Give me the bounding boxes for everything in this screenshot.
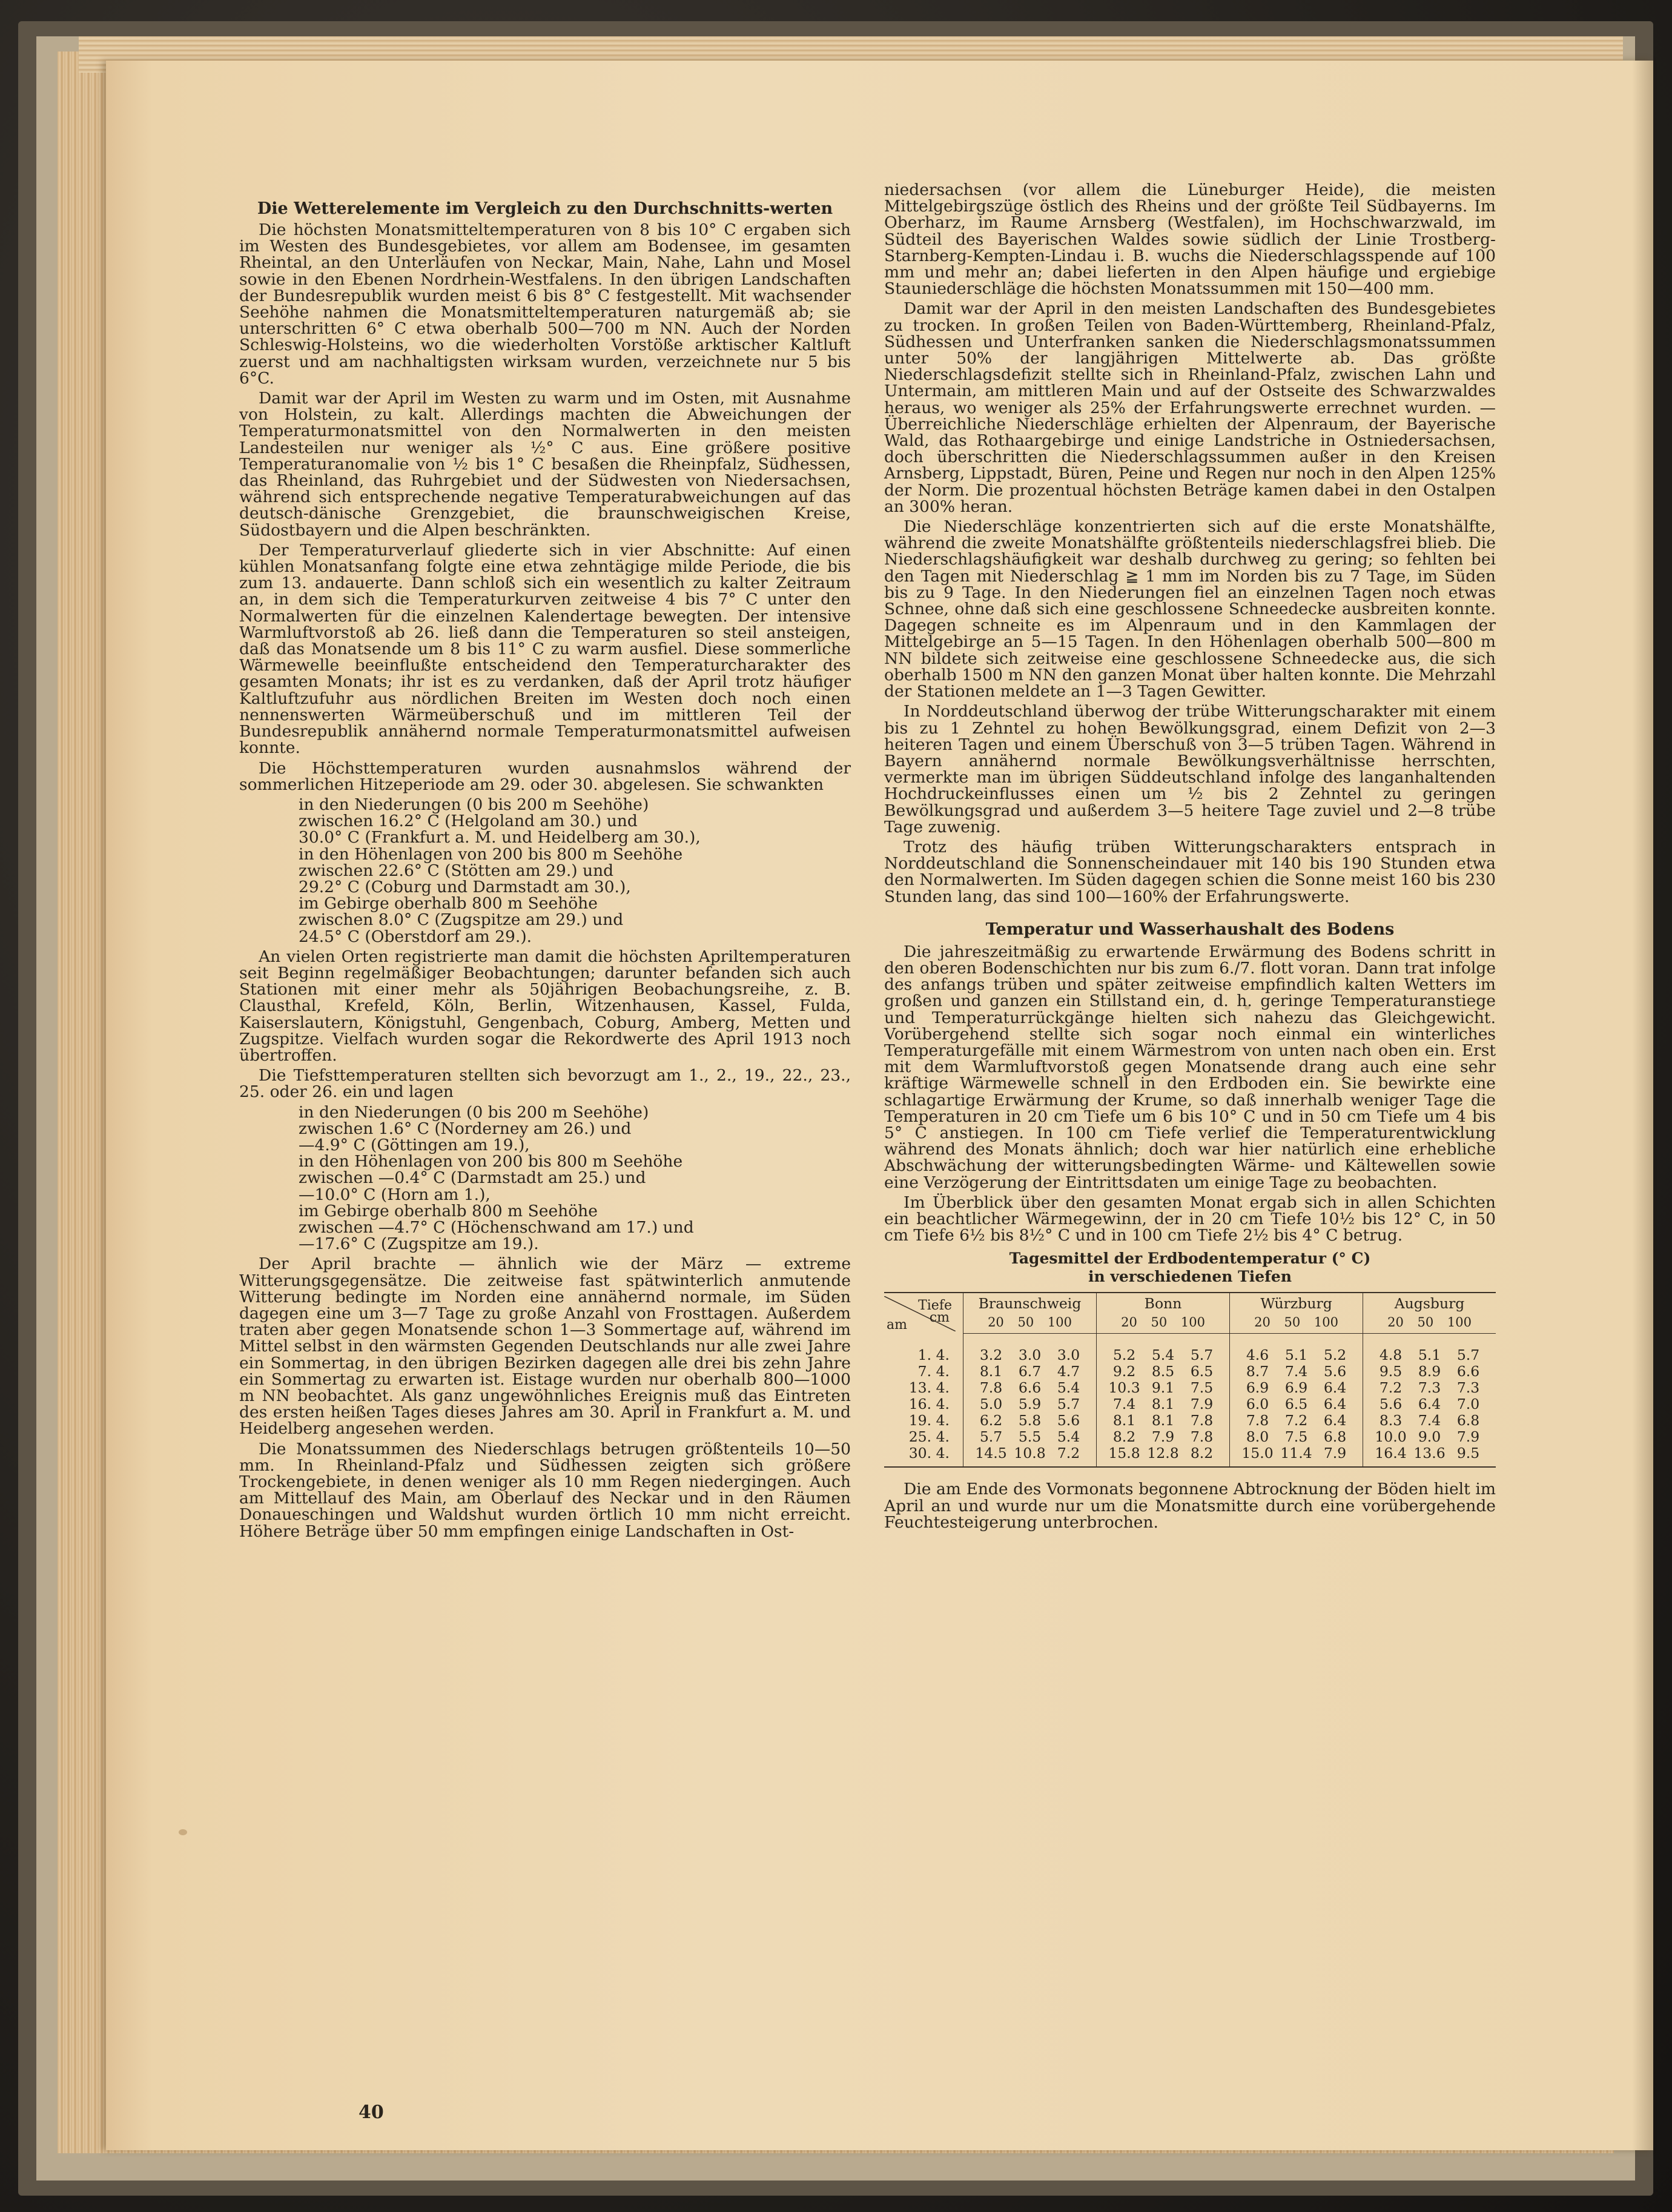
list-line: zwischen 22.6° C (Stötten am 29.) und	[299, 861, 614, 880]
temperature-value: 6.8	[1323, 1428, 1347, 1446]
station-values-cell	[1363, 1429, 1496, 1445]
paragraph: Die Niederschläge konzentrierten sich auf die erste Monatshälfte, während die zweite Monatshälfte größtenteils niederschlagsfrei blieb. Die Niederschlagshäufigkeit war deshalb durchweg zu gering; so fehlten bei den Tagen mit Niederschlag ≧ 1 mm im Norden bis zu 7 Tage, im Süden bis zu 9 Tage. In den Niederungen fiel an einzelnen Tagen noch etwas Schnee, ohne daß sich eine geschlossene Schneedecke ausbreiten konnte. Dagegen schneite es im Alpenraum und in den Kammlagen der Mittelgebirge an 5—15 Tagen. In den Höhenlagen oberhalb 500—800 m NN bildete sich zeitweise eine geschlossene Schneedecke aus, die sich oberhalb 1500 m NN den ganzen Monat über halten konnte. Die Mehrzahl der Stationen meldete an 1—3 Tagen Gewitter.	[884, 517, 1496, 701]
temperature-value: 13.6	[1413, 1445, 1446, 1462]
station-header: Bonn	[1097, 1293, 1230, 1312]
temperature-value: 10.0	[1375, 1428, 1407, 1446]
temperature-value: 7.4	[1112, 1396, 1136, 1413]
temperature-value: 7.5	[1190, 1379, 1214, 1397]
temperature-value: 5.4	[1057, 1379, 1080, 1397]
list-line: in den Niederungen (0 bis 200 m Seehöhe)	[299, 1102, 649, 1122]
temperature-value: 7.5	[1284, 1428, 1308, 1446]
list-line: im Gebirge oberhalb 800 m Seehöhe	[299, 894, 598, 913]
station-values-cell	[1097, 1363, 1230, 1380]
temperature-value: 3.2	[979, 1346, 1003, 1364]
station-header: Braunschweig	[963, 1293, 1097, 1312]
list-line: in den Niederungen (0 bis 200 m Seehöhe)	[299, 795, 649, 814]
temperature-value: 8.5	[1151, 1363, 1175, 1380]
temperature-value: 5.5	[1018, 1428, 1042, 1446]
paragraph: Die am Ende des Vormonats begonnene Abtrocknung der Böden hielt im April an und wurde nur um die Monatsmitte durch eine vorübergehende Feuchtesteigerung unterbrochen.	[884, 1480, 1496, 1532]
corner-depth-label: Tiefe	[918, 1297, 952, 1313]
temperature-value: 12.8	[1147, 1445, 1179, 1462]
temperature-value: 16.4	[1375, 1445, 1407, 1462]
station-values-cell	[1097, 1429, 1230, 1445]
paragraph: Der Temperaturverlauf gliederte sich in vier Abschnitte: Auf einen kühlen Monatsanfang folgte eine etwa zehntägige milde Periode, die bis zum 13. andauerte. Dann schloß sich ein wesentlich zu kalter Zeitraum an, in dem sich die Temperaturkurven zeitweise 4 bis 7° C unter den Normalwerten für die einzelnen Kalendertage bewegten. Der intensive Warmluftvorstoß ab 26. ließ dann die Temperaturen so steil ansteigen, daß das Monatsende um 8 bis 11° C zu warm ausfiel. Diese sommerliche Wärmewelle beeinflußte entscheidend den Temperaturcharakter des gesamten Monats; ihr ist es zu verdanken, daß der April trotz häufiger Kaltluftzufuhr aus nördlichen Breiten im Westen doch noch einen nennenswerten Wärmeüberschuß und im mittleren Teil der Bundesrepublik annähernd normale Temperaturmonatsmittel aufweisen konnte.	[239, 540, 851, 758]
list-line: zwischen —0.4° C (Darmstadt am 25.) und	[299, 1168, 646, 1188]
temperature-value: 7.4	[1284, 1363, 1308, 1380]
left-column	[239, 200, 851, 1543]
temperature-value: 5.9	[1018, 1396, 1042, 1413]
temperature-value: 15.0	[1241, 1445, 1274, 1462]
station-values-cell	[1230, 1412, 1363, 1429]
station-values-cell	[1230, 1396, 1363, 1412]
station-values-cell	[963, 1396, 1097, 1412]
temperature-value: 8.1	[1112, 1412, 1136, 1429]
station-values-cell	[1230, 1334, 1363, 1364]
table-row	[884, 1412, 1496, 1429]
temperature-value: 5.7	[1057, 1396, 1080, 1413]
temperature-value: 5.7	[1456, 1346, 1480, 1364]
date-cell: 16. 4.	[908, 1396, 950, 1413]
temperature-value: 4.8	[1379, 1346, 1403, 1364]
temperature-value: 6.5	[1284, 1396, 1308, 1413]
paragraph: niedersachsen (vor allem die Lüneburger Heide), die meisten Mittelgebirgszüge östlich des Rheins und der größte Teil Südbayerns. Im Oberharz, im Raume Arnsberg (Westfalen), im Hochschwarzwald, im Südteil des Bayerischen Waldes sowie südlich der Linie Trostberg-Starnberg-Kempten-Lindau i. B. wuchs die Niederschlagsspende auf 100 mm und mehr an; dabei lieferten in den Alpen häufige und ergiebige Stauniederschläge die höchsten Monatssummen mit 150—400 mm.	[884, 180, 1496, 299]
date-cell: 1. 4.	[917, 1346, 950, 1364]
temperature-value: 5.7	[979, 1428, 1003, 1446]
station-values-cell	[1363, 1363, 1496, 1380]
station-values-cell	[963, 1445, 1097, 1467]
paragraph: Die höchsten Monatsmitteltemperaturen von 8 bis 10° C ergaben sich im Westen des Bundesgebietes, vor allem am Bodensee, im gesamten Rheintal, an den Unterläufen von Neckar, Main, Nahe, Lahn und Mosel sowie in den Ebenen Nordrhein-Westfalens. In den übrigen Landschaften der Bundesrepublik wurden meist 6 bis 8° C festgestellt. Mit wachsender Seehöhe nahmen die Monatsmitteltemperaturen naturgemäß ab; sie unterschritten 6° C etwa oberhalb 500—700 m NN. Auch der Norden Schleswig-Holsteins, wo die wiederholten Vorstöße arktischer Kaltluft zuerst und am nachhaltigsten wirksam wurden, verzeichnete nur 5 bis 6°C.	[239, 220, 851, 388]
temperature-value: 10.8	[1014, 1445, 1046, 1462]
depth-header: 20 50 100	[963, 1312, 1097, 1334]
temperature-value: 7.2	[1379, 1379, 1403, 1397]
paper-stain	[179, 1829, 187, 1835]
list-line: —4.9° C (Göttingen am 19.),	[299, 1135, 530, 1154]
max-temperature-list	[239, 796, 851, 945]
paragraph: In Norddeutschland überwog der trübe Witterungscharakter mit einem bis zu 1 Zehntel zu hohen Bewölkungsgrad, einem Defizit von 2—3 heiteren Tagen und einem Überschuß von 3—5 trüben Tagen. Während in Bayern annähernd normale Bewölkungsverhältnisse herrschten, vermerkte man im übrigen Süddeutschland infolge des langanhaltenden Hochdruckeinflusses einen um ½ bis 2 Zehntel zu geringen Bewölkungsgrad und außerdem 3—5 heitere Tage zuviel und 2—8 trübe Tage zuwenig.	[884, 702, 1496, 836]
station-values-cell	[963, 1429, 1097, 1445]
temperature-value: 7.4	[1418, 1412, 1441, 1429]
temperature-value: 8.0	[1246, 1428, 1269, 1446]
date-cell: 19. 4.	[908, 1412, 950, 1429]
temperature-value: 7.9	[1323, 1445, 1347, 1462]
station-values-cell	[963, 1334, 1097, 1364]
temperature-value: 4.6	[1246, 1346, 1269, 1364]
station-values-cell	[1097, 1380, 1230, 1396]
temperature-value: 9.5	[1456, 1445, 1480, 1462]
temperature-value: 7.8	[979, 1379, 1003, 1397]
list-line: 30.0° C (Frankfurt a. M. und Heidelberg am 30.),	[299, 828, 701, 847]
station-values-cell	[1097, 1412, 1230, 1429]
temperature-value: 6.9	[1246, 1379, 1269, 1397]
temperature-value: 5.7	[1190, 1346, 1214, 1364]
temperature-value: 7.8	[1190, 1428, 1214, 1446]
list-line: zwischen 1.6° C (Norderney am 26.) und	[299, 1119, 632, 1138]
date-cell: 13. 4.	[908, 1379, 950, 1397]
paragraph: Die jahreszeitmäßig zu erwartende Erwärmung des Bodens schritt in den oberen Bodenschichten nur bis zum 6./7. flott voran. Dann trat infolge des anfangs trüben und später zeitweise empfindlich kalten Wetters im großen und ganzen ein Stillstand ein, d. h. geringe Temperaturanstiege und Temperaturrückgänge hielten sich nahezu das Gleichgewicht. Vorübergehend stellte sich sogar noch einmal ein winterliches Temperaturgefälle mit einem Wärmestrom von unten nach oben ein. Erst mit dem Warmluftvorstoß gegen Monatsende drang auch eine sehr kräftige Wärmewelle schnell in den Erdboden ein. Sie bewirkte eine schlagartige Erwärmung der Krume, so daß innerhalb weniger Tage die Temperaturen in 20 cm Tiefe um 6 bis 10° C und in 50 cm Tiefe um 4 bis 5° C anstiegen. In 100 cm Tiefe verlief die Temperaturentwicklung während des Monats ähnlich; doch war hier natürlich eine erhebliche Abschwächung der witterungsbedingten Wärme- und Kältewellen sowie eine Verzögerung der Eintrittsdaten um einige Tage zu beobachten.	[884, 942, 1496, 1192]
station-values-cell	[1097, 1445, 1230, 1467]
temperature-value: 3.0	[1018, 1346, 1042, 1364]
temperature-value: 6.8	[1456, 1412, 1480, 1429]
paragraph: Damit war der April im Westen zu warm und im Osten, mit Ausnahme von Holstein, zu kalt. Allerdings machten die Abweichungen der Temperaturmonatsmittel von den Normalwerten in den meisten Landesteilen nur weniger als ½° C aus. Eine größere positive Temperaturanomalie von ½ bis 1° C besaßen die Rheinpfalz, Südhessen, das Rheinland, das Ruhrgebiet und der Südwesten von Niedersachsen, während sich entsprechende negative Temperaturabweichungen auf das deutsch-dänische Grenzgebiet, die braunschweigischen Kreise, Südostbayern und die Alpen beschränkten.	[239, 389, 851, 540]
table-row	[884, 1429, 1496, 1445]
depth-header: 20 50 100	[1097, 1312, 1230, 1334]
station-values-cell	[1363, 1380, 1496, 1396]
paragraph: Im Überblick über den gesamten Monat ergab sich in allen Schichten ein beachtlicher Wärmegewinn, der in 20 cm Tiefe 10½ bis 12° C, in 50 cm Tiefe 6½ bis 8½° C und in 100 cm Tiefe 2½ bis 4° C betrug.	[884, 1193, 1496, 1245]
list-line: 29.2° C (Coburg und Darmstadt am 30.),	[299, 877, 631, 896]
min-temperature-list	[239, 1104, 851, 1253]
section-title: Die Wetterelemente im Vergleich zu den Durchschnitts-werten	[257, 199, 833, 218]
temperature-value: 7.8	[1190, 1412, 1214, 1429]
paragraph: Damit war der April in den meisten Landschaften des Bundesgebietes zu trocken. In großen Teilen von Baden-Württemberg, Rheinland-Pfalz, Südhessen und Unterfranken sanken die Niederschlagsmonatssummen unter 50% der langjährigen Mittelwerte ab. Das größte Niederschlagsdefizit stellte sich in Rheinland-Pfalz, zwischen Lahn und Untermain, am mittleren Main und auf der Ostseite des Schwarzwaldes heraus, wo weniger als 25% der Erfahrungswerte errechnet wurden. — Überreichliche Niederschläge erhielten der Alpenraum, der Bayerische Wald, das Rothaargebirge und einige Landstriche in Ostniedersachsen, doch überschritten die Niederschlagssummen außer in den Kreisen Arnsberg, Lippstadt, Büren, Peine und Regen nur noch in den Alpen 125% der Norm. Die prozentual höchsten Beträge kamen dabei in den Ostalpen an 300% heran.	[884, 299, 1496, 516]
list-line: zwischen 16.2° C (Helgoland am 30.) und	[299, 812, 638, 831]
date-cell: 7. 4.	[917, 1363, 950, 1380]
station-values-cell	[1097, 1396, 1230, 1412]
temperature-value: 5.8	[1018, 1412, 1042, 1429]
temperature-value: 6.6	[1018, 1379, 1042, 1397]
station-values-cell	[1230, 1363, 1363, 1380]
table-body	[884, 1334, 1496, 1468]
paragraph: An vielen Orten registrierte man damit die höchsten Apriltemperaturen seit Beginn regelmäßiger Beobachtungen; darunter befanden sich auch Stationen mit einer mehr als 50jährigen Beobachungsreihe, z. B. Clausthal, Krefeld, Köln, Berlin, Witzenhausen, Kassel, Fulda, Kaiserslautern, Königstuhl, Gengenbach, Coburg, Amberg, Metten und Zugspitze. Vielfach wurden sogar die Rekordwerte des April 1913 noch übertroffen.	[239, 947, 851, 1065]
temperature-value: 8.3	[1379, 1412, 1403, 1429]
temperature-value: 8.7	[1246, 1363, 1269, 1380]
temperature-value: 7.2	[1284, 1412, 1308, 1429]
station-header: Würzburg	[1230, 1293, 1363, 1312]
temperature-value: 9.0	[1418, 1428, 1441, 1446]
station-header: Augsburg	[1363, 1293, 1496, 1312]
page-number: 40	[359, 2102, 384, 2123]
list-line: zwischen 8.0° C (Zugspitze am 29.) und	[299, 910, 624, 930]
list-line: —10.0° C (Horn am 1.),	[299, 1185, 491, 1204]
paragraph: Die Monatssummen des Niederschlags betrugen größtenteils 10—50 mm. In Rheinland-Pfalz und Südhessen zeigten sich größere Trockengebiete, in denen weniger als 10 mm Regen niedergingen. Auch am Mittellauf des Main, am Oberlauf des Neckar und in den Räumen Donaueschingen und Waldshut wurden örtlich 10 mm nicht erreicht. Höhere Beträge über 50 mm empfingen einige Landschaften in Ost-	[239, 1439, 851, 1541]
temperature-value: 7.0	[1456, 1396, 1480, 1413]
table-row	[884, 1363, 1496, 1380]
table-caption-line: in verschiedenen Tiefen	[1088, 1268, 1292, 1286]
station-values-cell	[1363, 1396, 1496, 1412]
right-column	[884, 182, 1496, 1534]
temperature-value: 8.1	[979, 1363, 1003, 1380]
paragraph: Trotz des häufig trüben Witterungscharakters entsprach in Norddeutschland die Sonnenscheindauer mit 140 bis 190 Stunden etwa den Normalwerten. Im Süden dagegen schien die Sonne meist 160 bis 230 Stunden lang, das sind 100—160% der Erfahrungswerte.	[884, 837, 1496, 906]
list-line: —17.6° C (Zugspitze am 19.).	[299, 1234, 539, 1254]
temperature-value: 6.7	[1018, 1363, 1042, 1380]
paragraph: Die Höchsttemperaturen wurden ausnahmslos während der sommerlichen Hitzeperiode am 29. oder 30. abgelesen. Sie schwankten	[239, 758, 851, 794]
temperature-value: 7.8	[1246, 1412, 1269, 1429]
temperature-value: 7.3	[1418, 1379, 1441, 1397]
table-row	[884, 1334, 1496, 1364]
paragraph: Der April brachte — ähnlich wie der März — extreme Witterungsgegensätze. Die zeitweise fast spätwinterlich anmutende Witterung bedingte im Norden eine annähernd normale, im Süden dagegen eine um 3—7 Tage zu große Anzahl von Frosttagen. Außerdem traten aber gegen Monatsende schon 1—3 Sommertage auf, während im Mittel selbst in den wärmsten Gegenden Deutschlands nur alle zwei Jahre ein Sommertag, in den übrigen Bezirken dagegen alle drei bis zehn Jahre ein Sommertag zu erwarten ist. Eistage wurden nur oberhalb 800—1000 m NN beobachtet. Als ganz ungewöhnliches Ereignis muß das Eintreten des ersten heißen Tages dieses Jahres am 30. April in Frankfurt a. M. und Heidelberg angesehen werden.	[239, 1254, 851, 1439]
list-line: im Gebirge oberhalb 800 m Seehöhe	[299, 1201, 598, 1220]
list-line: in den Höhenlagen von 200 bis 800 m Seehöhe	[299, 1152, 683, 1171]
temperature-value: 6.9	[1284, 1379, 1308, 1397]
temperature-value: 6.6	[1456, 1363, 1480, 1380]
station-values-cell	[1230, 1445, 1363, 1467]
temperature-value: 7.3	[1456, 1379, 1480, 1397]
temperature-value: 7.9	[1456, 1428, 1480, 1446]
temperature-value: 14.5	[975, 1445, 1007, 1462]
table-row	[884, 1380, 1496, 1396]
temperature-value: 3.0	[1057, 1346, 1080, 1364]
temperature-value: 5.1	[1284, 1346, 1308, 1364]
table-row	[884, 1445, 1496, 1467]
date-cell: 25. 4.	[908, 1428, 950, 1446]
table-corner-header	[884, 1293, 963, 1334]
temperature-value: 6.4	[1323, 1412, 1347, 1429]
corner-date-label: am	[887, 1317, 907, 1333]
temperature-value: 5.2	[1323, 1346, 1347, 1364]
temperature-value: 6.0	[1246, 1396, 1269, 1413]
temperature-value: 6.4	[1323, 1396, 1347, 1413]
temperature-value: 15.8	[1108, 1445, 1140, 1462]
station-values-cell	[1363, 1445, 1496, 1467]
station-values-cell	[1097, 1334, 1230, 1364]
station-values-cell	[1230, 1380, 1363, 1396]
corner-unit-label: cm	[929, 1310, 950, 1325]
depth-header: 20 50 100	[1363, 1312, 1496, 1334]
temperature-value: 9.1	[1151, 1379, 1175, 1397]
temperature-value: 5.4	[1151, 1346, 1175, 1364]
list-line: in den Höhenlagen von 200 bis 800 m Seehöhe	[299, 844, 683, 864]
temperature-value: 9.2	[1112, 1363, 1136, 1380]
temperature-value: 5.2	[1112, 1346, 1136, 1364]
table-caption	[884, 1250, 1496, 1286]
depth-header: 20 50 100	[1230, 1312, 1363, 1334]
temperature-value: 8.2	[1190, 1445, 1214, 1462]
temperature-value: 5.1	[1418, 1346, 1441, 1364]
temperature-value: 8.1	[1151, 1412, 1175, 1429]
station-values-cell	[963, 1412, 1097, 1429]
temperature-value: 4.7	[1057, 1363, 1080, 1380]
temperature-value: 11.4	[1280, 1445, 1312, 1462]
section-heading: Temperatur und Wasserhaushalt des Bodens	[985, 919, 1395, 939]
temperature-value: 5.4	[1057, 1428, 1080, 1446]
temperature-value: 8.9	[1418, 1363, 1441, 1380]
station-values-cell	[963, 1380, 1097, 1396]
temperature-value: 5.6	[1379, 1396, 1403, 1413]
temperature-value: 5.6	[1057, 1412, 1080, 1429]
table-row	[884, 1396, 1496, 1412]
temperature-value: 10.3	[1108, 1379, 1140, 1397]
temperature-value: 7.9	[1190, 1396, 1214, 1413]
temperature-value: 6.4	[1418, 1396, 1441, 1413]
temperature-value: 5.0	[979, 1396, 1003, 1413]
station-values-cell	[1230, 1429, 1363, 1445]
paragraph: Die Tiefsttemperaturen stellten sich bevorzugt am 1., 2., 19., 22., 23., 25. oder 26. ein und lagen	[239, 1066, 851, 1102]
table-caption-line: Tagesmittel der Erdbodentemperatur (° C)	[1009, 1250, 1371, 1268]
date-cell: 30. 4.	[884, 1445, 963, 1467]
temperature-value: 8.1	[1151, 1396, 1175, 1413]
temperature-value: 6.5	[1190, 1363, 1214, 1380]
station-values-cell	[1363, 1412, 1496, 1429]
list-line: 24.5° C (Oberstdorf am 29.).	[299, 927, 532, 946]
temperature-value: 8.2	[1112, 1428, 1136, 1446]
station-values-cell	[963, 1363, 1097, 1380]
temperature-value: 7.2	[1057, 1445, 1080, 1462]
list-line: zwischen —4.7° C (Höchenschwand am 17.) und	[299, 1217, 694, 1237]
temperature-value: 9.5	[1379, 1363, 1403, 1380]
temperature-value: 5.6	[1323, 1363, 1347, 1380]
soil-temperature-table	[884, 1292, 1496, 1468]
temperature-value: 6.2	[979, 1412, 1003, 1429]
temperature-value: 6.4	[1323, 1379, 1347, 1397]
temperature-value: 7.9	[1151, 1428, 1175, 1446]
spine-shadow	[1632, 61, 1653, 2150]
station-values-cell	[1363, 1334, 1496, 1364]
